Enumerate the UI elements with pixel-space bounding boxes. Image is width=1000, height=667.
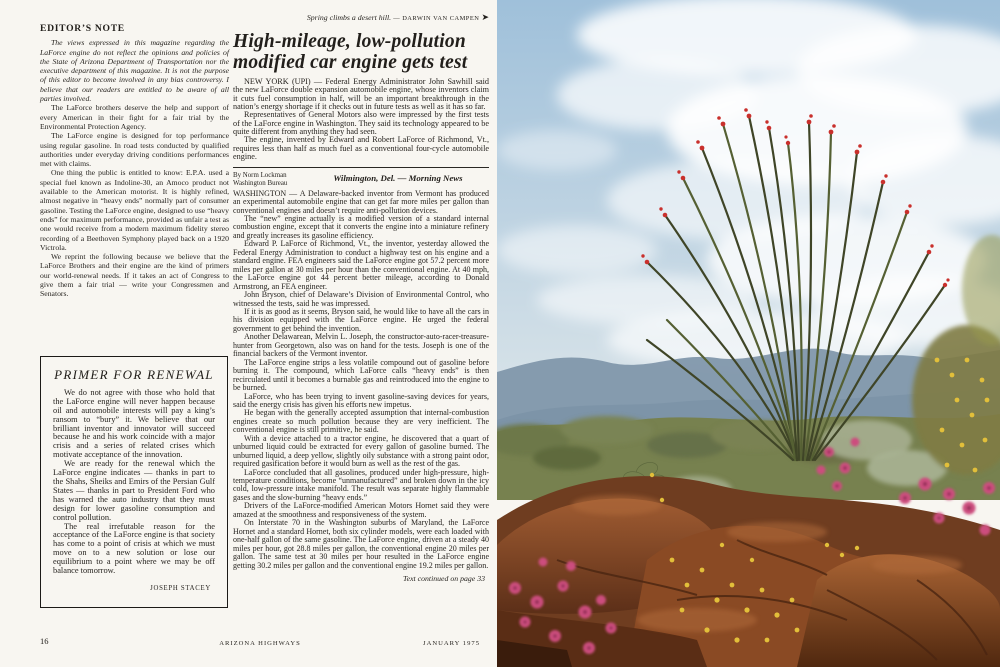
desert-photo xyxy=(497,0,1000,667)
morning-news-paragraph: With a device attached to a tractor engine, he discovered that a quart of unburned liquid could be extracted for every gallon of gasoline burned. The unburned liquid, a deep yellow, slightly oily substance with a strong paint odor, required gasification before it would burn as well as the rest of the gas. xyxy=(233,433,489,469)
footer-issue-date: JANUARY 1975 xyxy=(423,640,480,647)
byline-block xyxy=(233,172,315,187)
byline-bureau: Washington Bureau xyxy=(233,180,288,188)
editors-note-paragraph: One thing the public is entitled to know: E.P.A. used a special fuel known as Indoline-30, an Amoco product not available to the American motorist. It is highly refined, almost negative in “heavy ends” normally part of consumer gasoline. Testing the LaForce engine, designed to use “heavy ends” for maximum performance, provided as unfair a test as one would receive from a modern maximum fidelity stereo recording of a Beethoven Symphony played back on a 1920 Victrola. xyxy=(40,168,229,252)
editors-note-paragraph: The LaForce brothers deserve the help and support of every American in their fight for a fair trial by the Environmental Protection Agency. xyxy=(40,103,229,131)
morning-news-paragraph: If it is as good as it seems, Bryson said, he would like to have all the cars in his division equipped with the LaForce engine. He urged the federal government to get behind the invention. xyxy=(233,306,489,333)
footer-magazine-title: ARIZONA HIGHWAYS xyxy=(219,640,301,647)
upi-paragraph: Representatives of General Motors also were impressed by the first tests of the LaForce engine in Washington. They said its technology appeared to be quite different from anything they had seen. xyxy=(233,110,489,137)
primer-for-renewal-box xyxy=(40,356,228,608)
morning-news-paragraph: John Bryson, chief of Delaware’s Division of Environmental Control, who witnessed the tests, said he was impressed. xyxy=(233,290,489,308)
editors-note-paragraph: We reprint the following because we believe that the LaForce Brothers and their engine are the kind of primers our world-renewal needs. If it takes an act of Congress to give them a fair trial — write your Congressmen and Senators. xyxy=(40,252,229,299)
arrow-right-icon: ➤ xyxy=(481,12,489,22)
section-divider xyxy=(233,167,489,168)
morning-news-paragraph: On Interstate 70 in the Washington suburbs of Maryland, the LaForce Hornet and a standard Hornet, both six cylinder models, were each loaded with one-half gallon of the same gasoline. The LaForce engine, driven at a steady 40 miles per hour, got 28.8 miles per gallon, the conventional engine 20 miles per gallon. The same test at 30 miles per hour resulted in the LaForce engine getting 30.2 miles per gallon and the conventional engine 19.2 miles per gallon. xyxy=(233,518,489,570)
morning-news-paragraph: WASHINGTON — A Delaware-backed inventor from Vermont has produced an experimental automobile engine that can get far more miles per gallon than conventional engines and doesn’t require anti-pollution devices. xyxy=(233,188,489,215)
article-headline xyxy=(233,32,489,73)
byline-row xyxy=(233,172,489,187)
editors-note-paragraph: The LaForce engine is designed for top performance using regular gasoline. In road tests conducted by qualified authorities under everyday driving conditions performances met with claims. xyxy=(40,131,229,169)
morning-news-paragraph: Drivers of the LaForce-modified American Motors Hornet said they were amazed at the smoothness and responsiveness of the system. xyxy=(233,501,489,519)
primer-box-paragraph: We do not agree with those who hold that the LaForce engine will never happen because oil and automobile interests will pay a king’s ransom to “bury” it. We believe that our brilliant inventor and innovator will succeed because he and his work coincide with a major crisis and a series of related crises which motivate acceptance of the innovation. xyxy=(53,387,215,460)
morning-news-paragraph: The LaForce engine strips a less volatile compound out of gasoline before burning it. The compound, which LaForce calls “heavy ends” is then recirculated until it becomes a burnable gas and reintroduced into the engine to be burned. xyxy=(233,357,489,393)
primer-box-paragraph: The real irrefutable reason for the acceptance of the LaForce engine is that society has come to a point of crisis at which we must move on to a new solution or lose our equilibrium to a point where we may be off balance tomorrow. xyxy=(53,521,215,576)
morning-news-paragraph: He began with the generally accepted assumption that internal-combustion engines create so much pollution because they are very inefficient. The conventional engine is still primitive, he said. xyxy=(233,408,489,435)
upi-paragraph: NEW YORK (UPI) — Federal Energy Administrator John Sawhill said the new LaForce double expansion automobile engine, whose inventors claim it cuts fuel consumption in half, will be an important breakthrough in the nation’s energy shortage if it checks out in future tests as well as it has so far. xyxy=(233,77,489,112)
photo-caption-text: Spring climbs a desert hill. xyxy=(306,13,392,22)
page-number: 16 xyxy=(40,636,49,646)
morning-news-paragraph: Another Delawarean, Melvin L. Joseph, the constructor-auto-racer-treasure-hunter from Georgetown, also was on hand for the tests. Joseph is one of the financial backers of the Vermont inventor. xyxy=(233,332,489,359)
primer-box-signature: JOSEPH STACEY xyxy=(150,584,211,592)
editors-note-column xyxy=(40,24,229,299)
morning-news-paragraph: The “new” engine actually is a modified version of a standard internal combustion engine, except that it converts the engine into a miniature refinery and greatly increases its gasoline efficiency. xyxy=(233,213,489,240)
editors-note-heading: EDITOR’S NOTE xyxy=(40,23,125,34)
photo-caption-credit: — DARWIN VAN CAMPEN xyxy=(391,15,482,22)
morning-news-paragraph: LaForce concluded that all gasolines, produced under high-pressure, high-temperature conditions, become “unmanufactured” and broken down in the icy cold, low-pressure intake manifold. The result was separate highly flammable gases and the slow-burning “heavy ends.” xyxy=(233,467,489,502)
headline-line: modified car engine gets test xyxy=(233,51,468,73)
editors-note-paragraph: The views expressed in this magazine regarding the LaForce engine do not reflect the opinions and policies of the State of Arizona Department of Transportation nor the executive department of this magazine. It is not the purpose of this editor to become involved in any bias controversy. I believe that our readers are entitled to be aware of all parties involved. xyxy=(40,38,229,104)
continuation-note: Text continued on page 33 xyxy=(402,574,485,584)
headline-line: High-mileage, low-pollution xyxy=(233,31,466,52)
byline-author: By Norm Lockman xyxy=(233,172,287,180)
morning-news-paragraph: Edward P. LaForce of Richmond, Vt., the inventor, yesterday allowed the Federal Energy Administration to conduct a highway test on his engine and a standard engine. FEA engineers said the LaForce engine got 57.2 percent more miles per gallon at 30 miles per hour than the conventional engine. At 40 mph, the LaForce engine got 44 percent better mileage, according to Donald Armstrong, an FEA engineer. xyxy=(233,239,489,291)
photo-caption xyxy=(233,12,489,23)
article-column xyxy=(233,12,489,583)
morning-news-paragraph: LaForce, who has been trying to invent gasoline-saving devices for years, said the energy crisis has given his efforts new impetus. xyxy=(233,391,489,409)
desert-photo-illustration xyxy=(497,0,1000,667)
dateline: Wilmington, Del. — Morning News xyxy=(333,173,463,184)
primer-box-paragraph: We are ready for the renewal which the LaForce engine indicates — thanks in part to the Shahs, Sheiks and Emirs of the Persian Gulf States — thanks in part to President Ford who has warned the auto industry that they must design for lower gasoline consumption and control pollution. xyxy=(53,459,215,522)
primer-box-heading: PRIMER FOR RENEWAL xyxy=(54,367,214,382)
upi-paragraph: The engine, invented by Edward and Robert LaForce of Richmond, Vt., requires less than half as much fuel as a conventional four-cycle automobile engine. xyxy=(233,135,489,162)
